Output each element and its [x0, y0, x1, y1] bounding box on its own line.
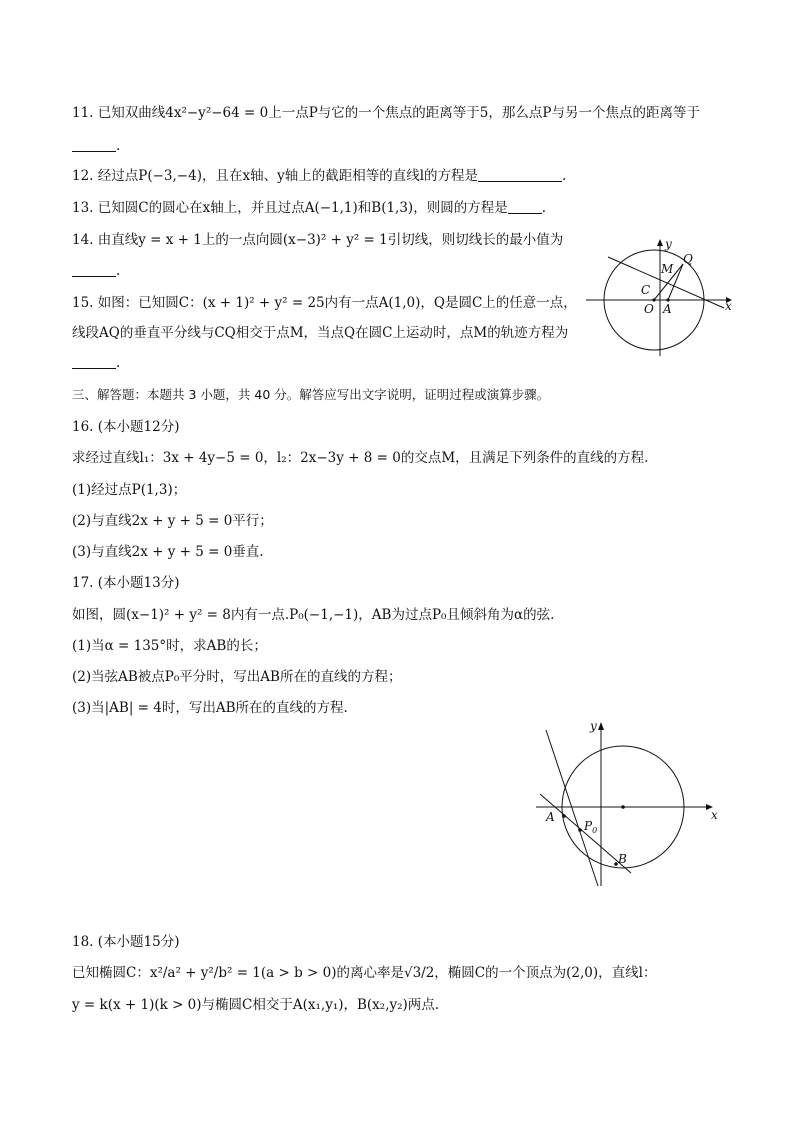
question-16-stem-text: 求经过直线l₁：3x + 4y−5 = 0，l₂：2x−3y + 8 = 0的交点M，且满足下列条件的直线的方程.: [72, 450, 649, 466]
question-17-part-1: [72, 637, 267, 655]
figure-q15: [586, 236, 736, 358]
question-15-answer-line: [72, 354, 120, 372]
question-16-part-2: [72, 512, 273, 530]
question-17-part-2-text: (2)当弦AB被点P₀平分时，写出AB所在的直线的方程；: [72, 669, 402, 685]
label-y: y: [590, 719, 597, 733]
label-m: M: [661, 262, 674, 276]
label-x: x: [711, 808, 718, 822]
question-12: [72, 167, 566, 185]
point-a: [562, 814, 566, 818]
question-15-text-1: 15. 如图：已知圆C：(x + 1)² + y² = 25内有一点A(1,0)，Q是圆C上的任意一点，: [72, 295, 577, 311]
question-17-part-3-text: (3)当|AB| = 4时，写出AB所在的直线的方程.: [72, 700, 348, 716]
question-11-answer-line: [72, 137, 120, 155]
label-o: O: [644, 302, 654, 316]
question-16-part-2-text: (2)与直线2x + y + 5 = 0平行；: [72, 513, 273, 529]
y-axis-arrow: [657, 239, 663, 246]
answer-blank: [72, 354, 116, 369]
label-c: C: [641, 283, 651, 297]
question-16-part-1-text: (1)经过点P(1,3)；: [72, 482, 187, 498]
figure-q17: [536, 718, 726, 890]
label-a: A: [663, 302, 672, 316]
question-18-line-1: [72, 964, 656, 982]
answer-blank: [508, 199, 542, 214]
label-y: y: [665, 237, 672, 251]
label-q: Q: [683, 252, 693, 266]
answer-blank: [72, 137, 116, 152]
circle-center: [621, 805, 625, 809]
label-p0: $P_0$: [584, 819, 598, 835]
question-17-part-3: [72, 699, 348, 717]
section-3-text: 三、解答题：本题共 3 小题，共 40 分。解答应写出文字说明，证明过程或演算步骤。: [72, 387, 550, 402]
question-15-text-2: 线段AQ的垂直平分线与CQ相交于点M，当点Q在圆C上运动时，点M的轨迹方程为: [72, 325, 569, 341]
answer-blank: [72, 262, 116, 277]
section-3-heading: [72, 386, 549, 404]
period: .: [541, 200, 546, 216]
question-17-part-2: [72, 668, 401, 686]
period: .: [562, 168, 567, 184]
question-13: [72, 199, 546, 217]
question-18-line-2: [72, 996, 439, 1014]
question-15-line-1: [72, 294, 577, 312]
period: .: [116, 355, 121, 371]
question-18-title: 18. (本小题15分): [72, 934, 180, 950]
line-through-p0: [546, 730, 598, 886]
question-14-answer-line: [72, 262, 120, 280]
question-18-text-1: 已知椭圆C：x²/a² + y²/b² = 1(a > b > 0)的离心率是√3/2，椭圆C的一个顶点为(2,0)，直线l：: [72, 965, 657, 981]
question-16-title: 16. (本小题12分): [72, 419, 180, 435]
question-16-part-3-text: (3)与直线2x + y + 5 = 0垂直.: [72, 544, 264, 560]
period: .: [116, 263, 121, 279]
question-18-text-2: y = k(x + 1)(k > 0)与椭圆C相交于A(x₁,y₁)，B(x₂,y₂)两点.: [72, 997, 440, 1013]
question-17-part-1-text: (1)当α = 135°时，求AB的长；: [72, 638, 267, 654]
question-16-stem: [72, 449, 648, 467]
question-12-text: 12. 经过点P(−3,−4)，且在x轴、y轴上的截距相等的直线l的方程是: [72, 168, 479, 184]
question-14: [72, 231, 563, 249]
label-a: A: [546, 810, 555, 824]
y-axis-arrow: [598, 722, 604, 730]
question-16-head: [72, 418, 179, 436]
label-b: B: [618, 852, 627, 866]
point-p0: [578, 828, 582, 832]
question-17-head: [72, 574, 179, 592]
question-13-text: 13. 已知圆C的圆心在x轴上，并且过点A(−1,1)和B(1,3)，则圆的方程是: [72, 200, 508, 216]
question-15-line-2: [72, 324, 568, 342]
question-11: [72, 104, 700, 122]
question-17-stem-text: 如图，圆(x−1)² + y² = 8内有一点.P₀(−1,−1)，AB为过点P₀且倾斜角为α的弦.: [72, 607, 555, 623]
question-18-head: [72, 933, 179, 951]
question-14-text: 14. 由直线y = x + 1上的一点向圆(x−3)² + y² = 1引切线，则切线长的最小值为: [72, 232, 564, 248]
question-16-part-1: [72, 481, 186, 499]
question-11-text: 11. 已知双曲线4x²−y²−64 = 0上一点P与它的一个焦点的距离等于5，那么点P与另一个焦点的距离等于: [72, 105, 700, 121]
question-16-part-3: [72, 543, 264, 561]
answer-blank: [478, 167, 562, 182]
period: .: [116, 138, 121, 154]
label-x: x: [725, 299, 732, 313]
question-17-stem: [72, 606, 554, 624]
question-17-title: 17. (本小题13分): [72, 575, 180, 591]
